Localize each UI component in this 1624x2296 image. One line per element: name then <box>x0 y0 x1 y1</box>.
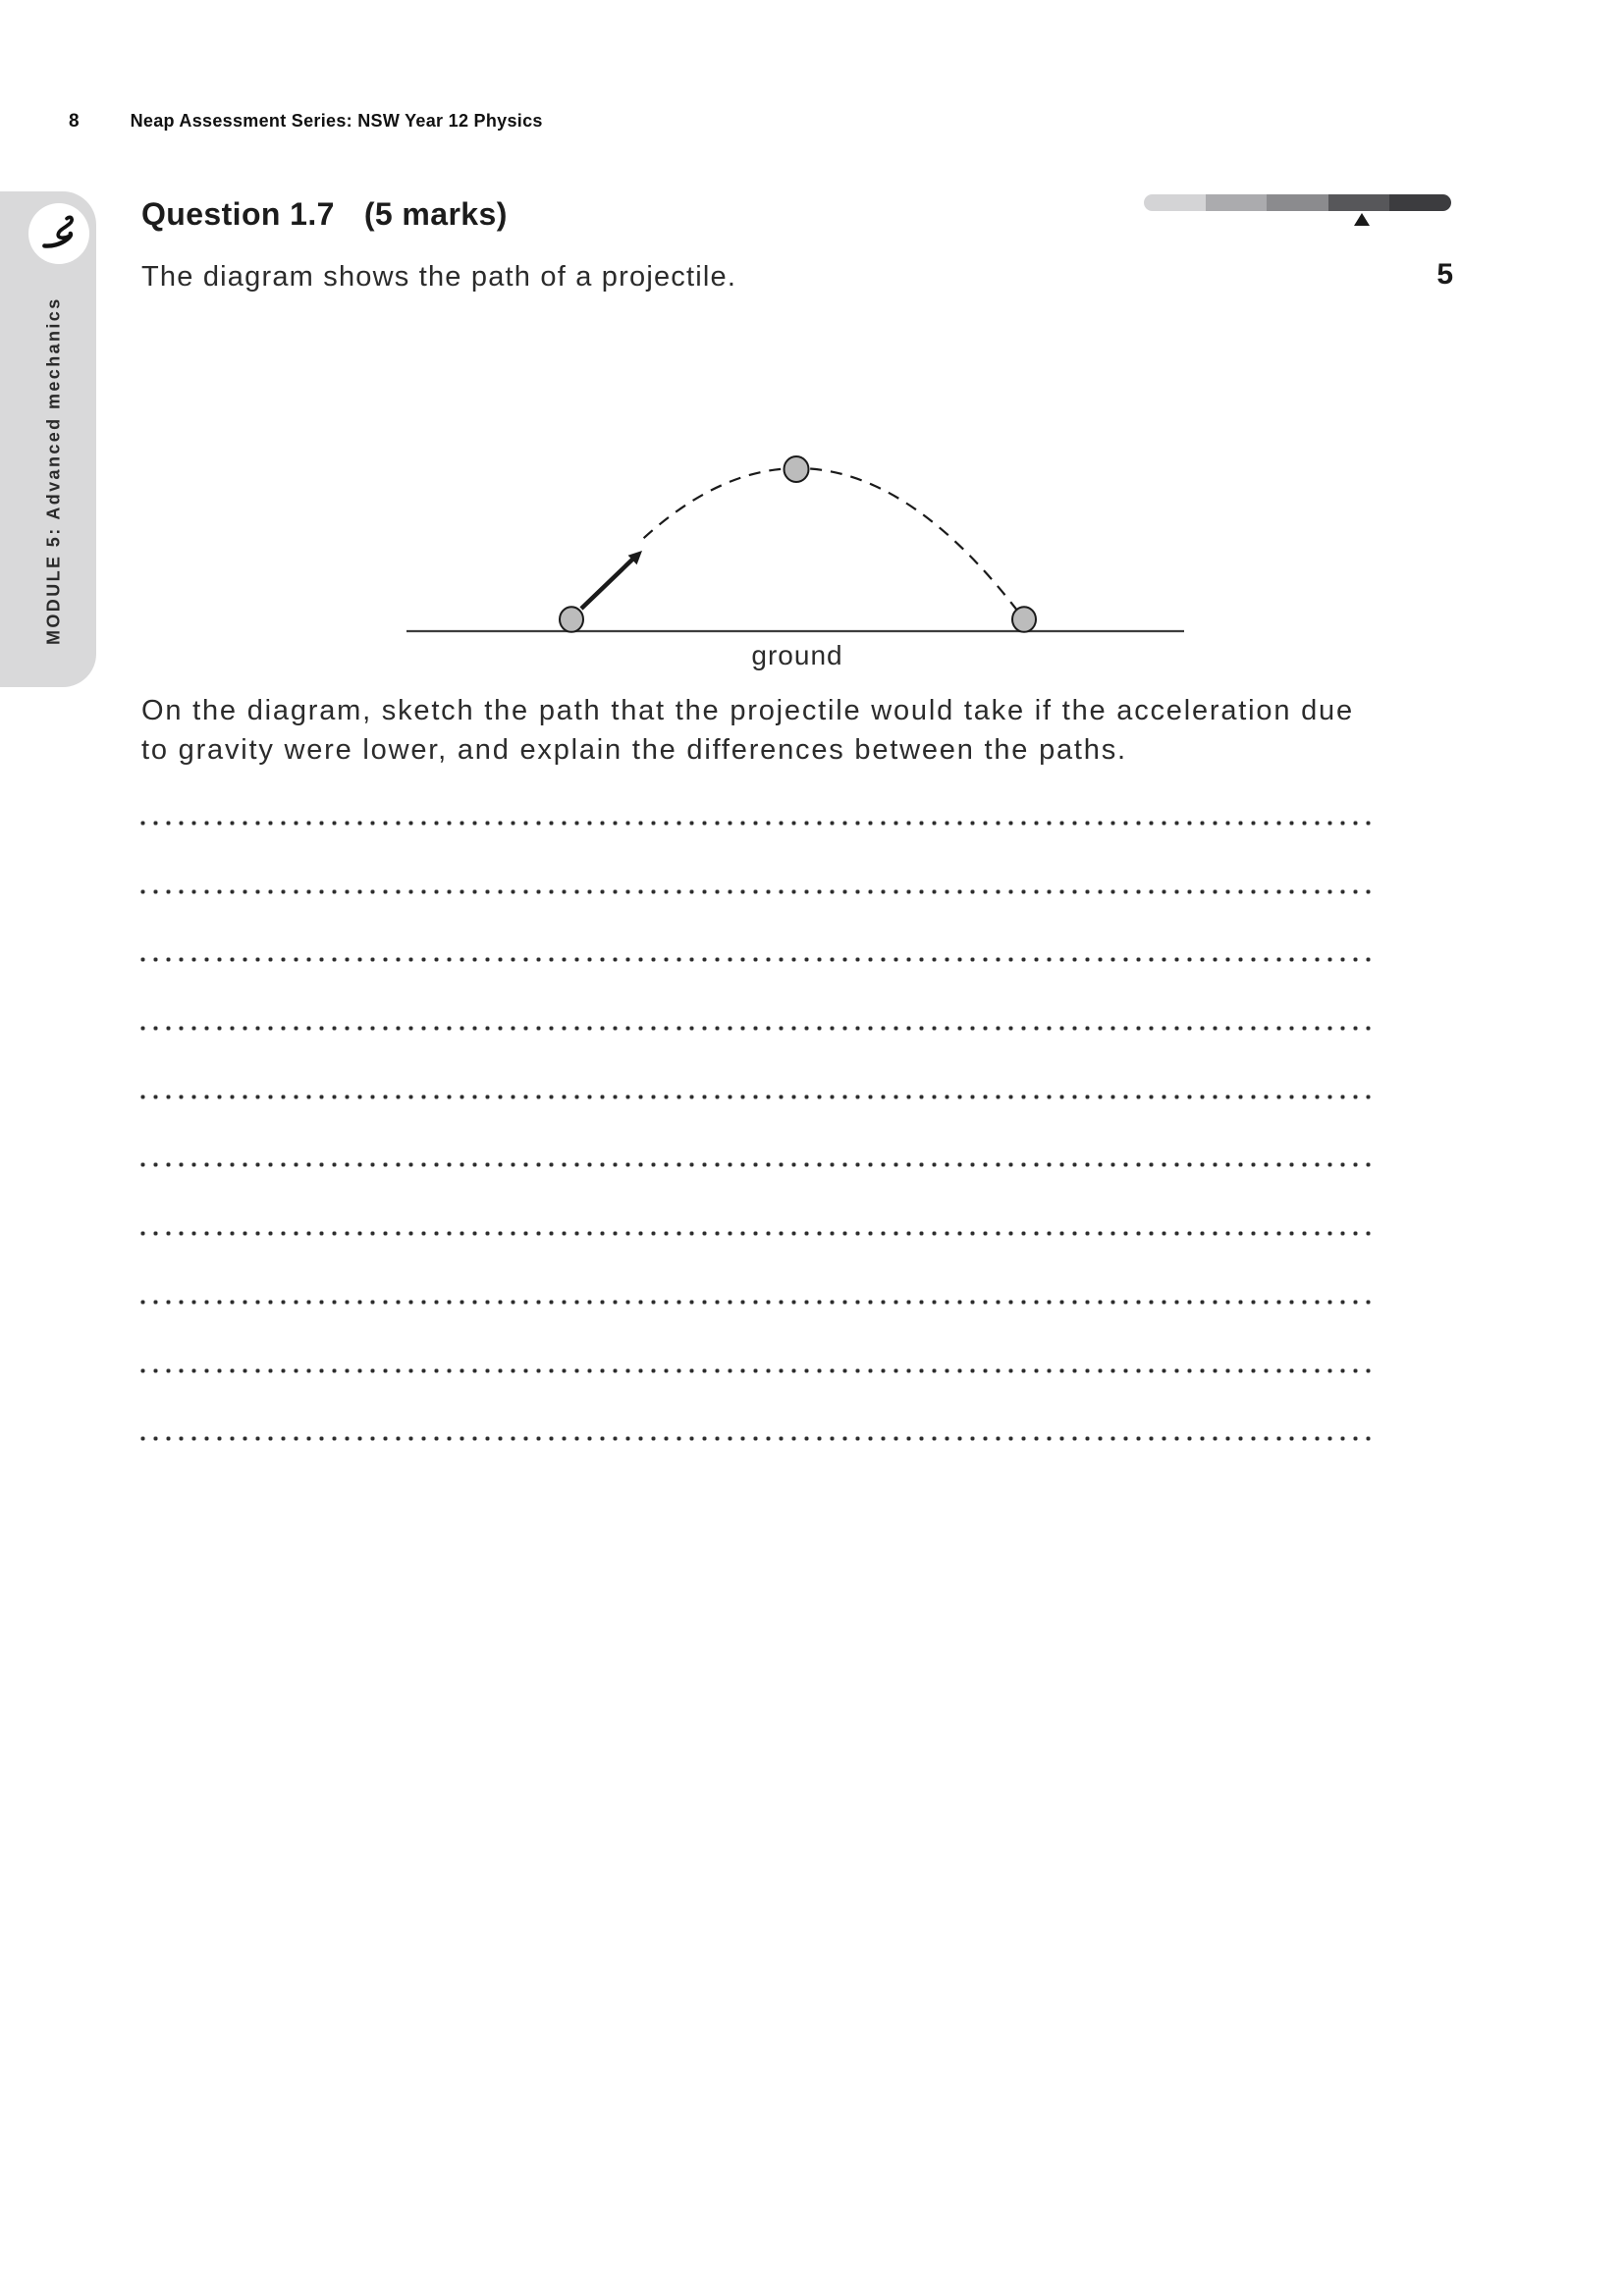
question-task: On the diagram, sketch the path that the projectile would take if the acceleration due to gravity were lower, and explain the differences between the paths. <box>141 695 1354 766</box>
trajectory-path <box>644 468 1024 619</box>
marks-label: (5 marks) <box>363 196 508 232</box>
answer-line <box>140 1095 1377 1099</box>
difficulty-meter <box>1144 194 1451 211</box>
difficulty-meter-wrap <box>1144 194 1451 230</box>
difficulty-segment <box>1328 194 1390 211</box>
answer-lines <box>140 821 1377 1505</box>
landing-point <box>1012 607 1036 632</box>
answer-line <box>140 1026 1377 1031</box>
answer-line <box>140 1231 1377 1236</box>
question-title <box>141 196 508 233</box>
apex-point <box>785 456 809 482</box>
question-intro: The diagram shows the path of a projectile. <box>141 261 737 293</box>
answer-line <box>140 1300 1377 1305</box>
question-number: Question 1.7 <box>141 196 335 232</box>
answer-line <box>140 957 1377 962</box>
difficulty-segment <box>1389 194 1451 211</box>
neap-swoosh-icon <box>37 212 81 255</box>
difficulty-marker-icon <box>1354 213 1370 226</box>
difficulty-segment <box>1144 194 1206 211</box>
ground-label: ground <box>751 640 843 670</box>
answer-line <box>140 821 1377 826</box>
launch-point <box>560 607 583 632</box>
difficulty-segment <box>1206 194 1268 211</box>
velocity-arrow <box>581 560 632 609</box>
answer-line <box>140 1162 1377 1167</box>
answer-line <box>140 1368 1377 1373</box>
module-label: MODULE 5: Advanced mechanics <box>43 296 64 646</box>
page-header <box>69 111 543 133</box>
module-badge <box>28 203 89 264</box>
projectile-diagram <box>373 422 1237 677</box>
difficulty-segment <box>1267 194 1328 211</box>
marks-value: 5 <box>1436 258 1453 291</box>
header-title: Neap Assessment Series: NSW Year 12 Physics <box>130 111 543 131</box>
page-number: 8 <box>69 111 80 132</box>
answer-line <box>140 1436 1377 1441</box>
answer-line <box>140 889 1377 894</box>
